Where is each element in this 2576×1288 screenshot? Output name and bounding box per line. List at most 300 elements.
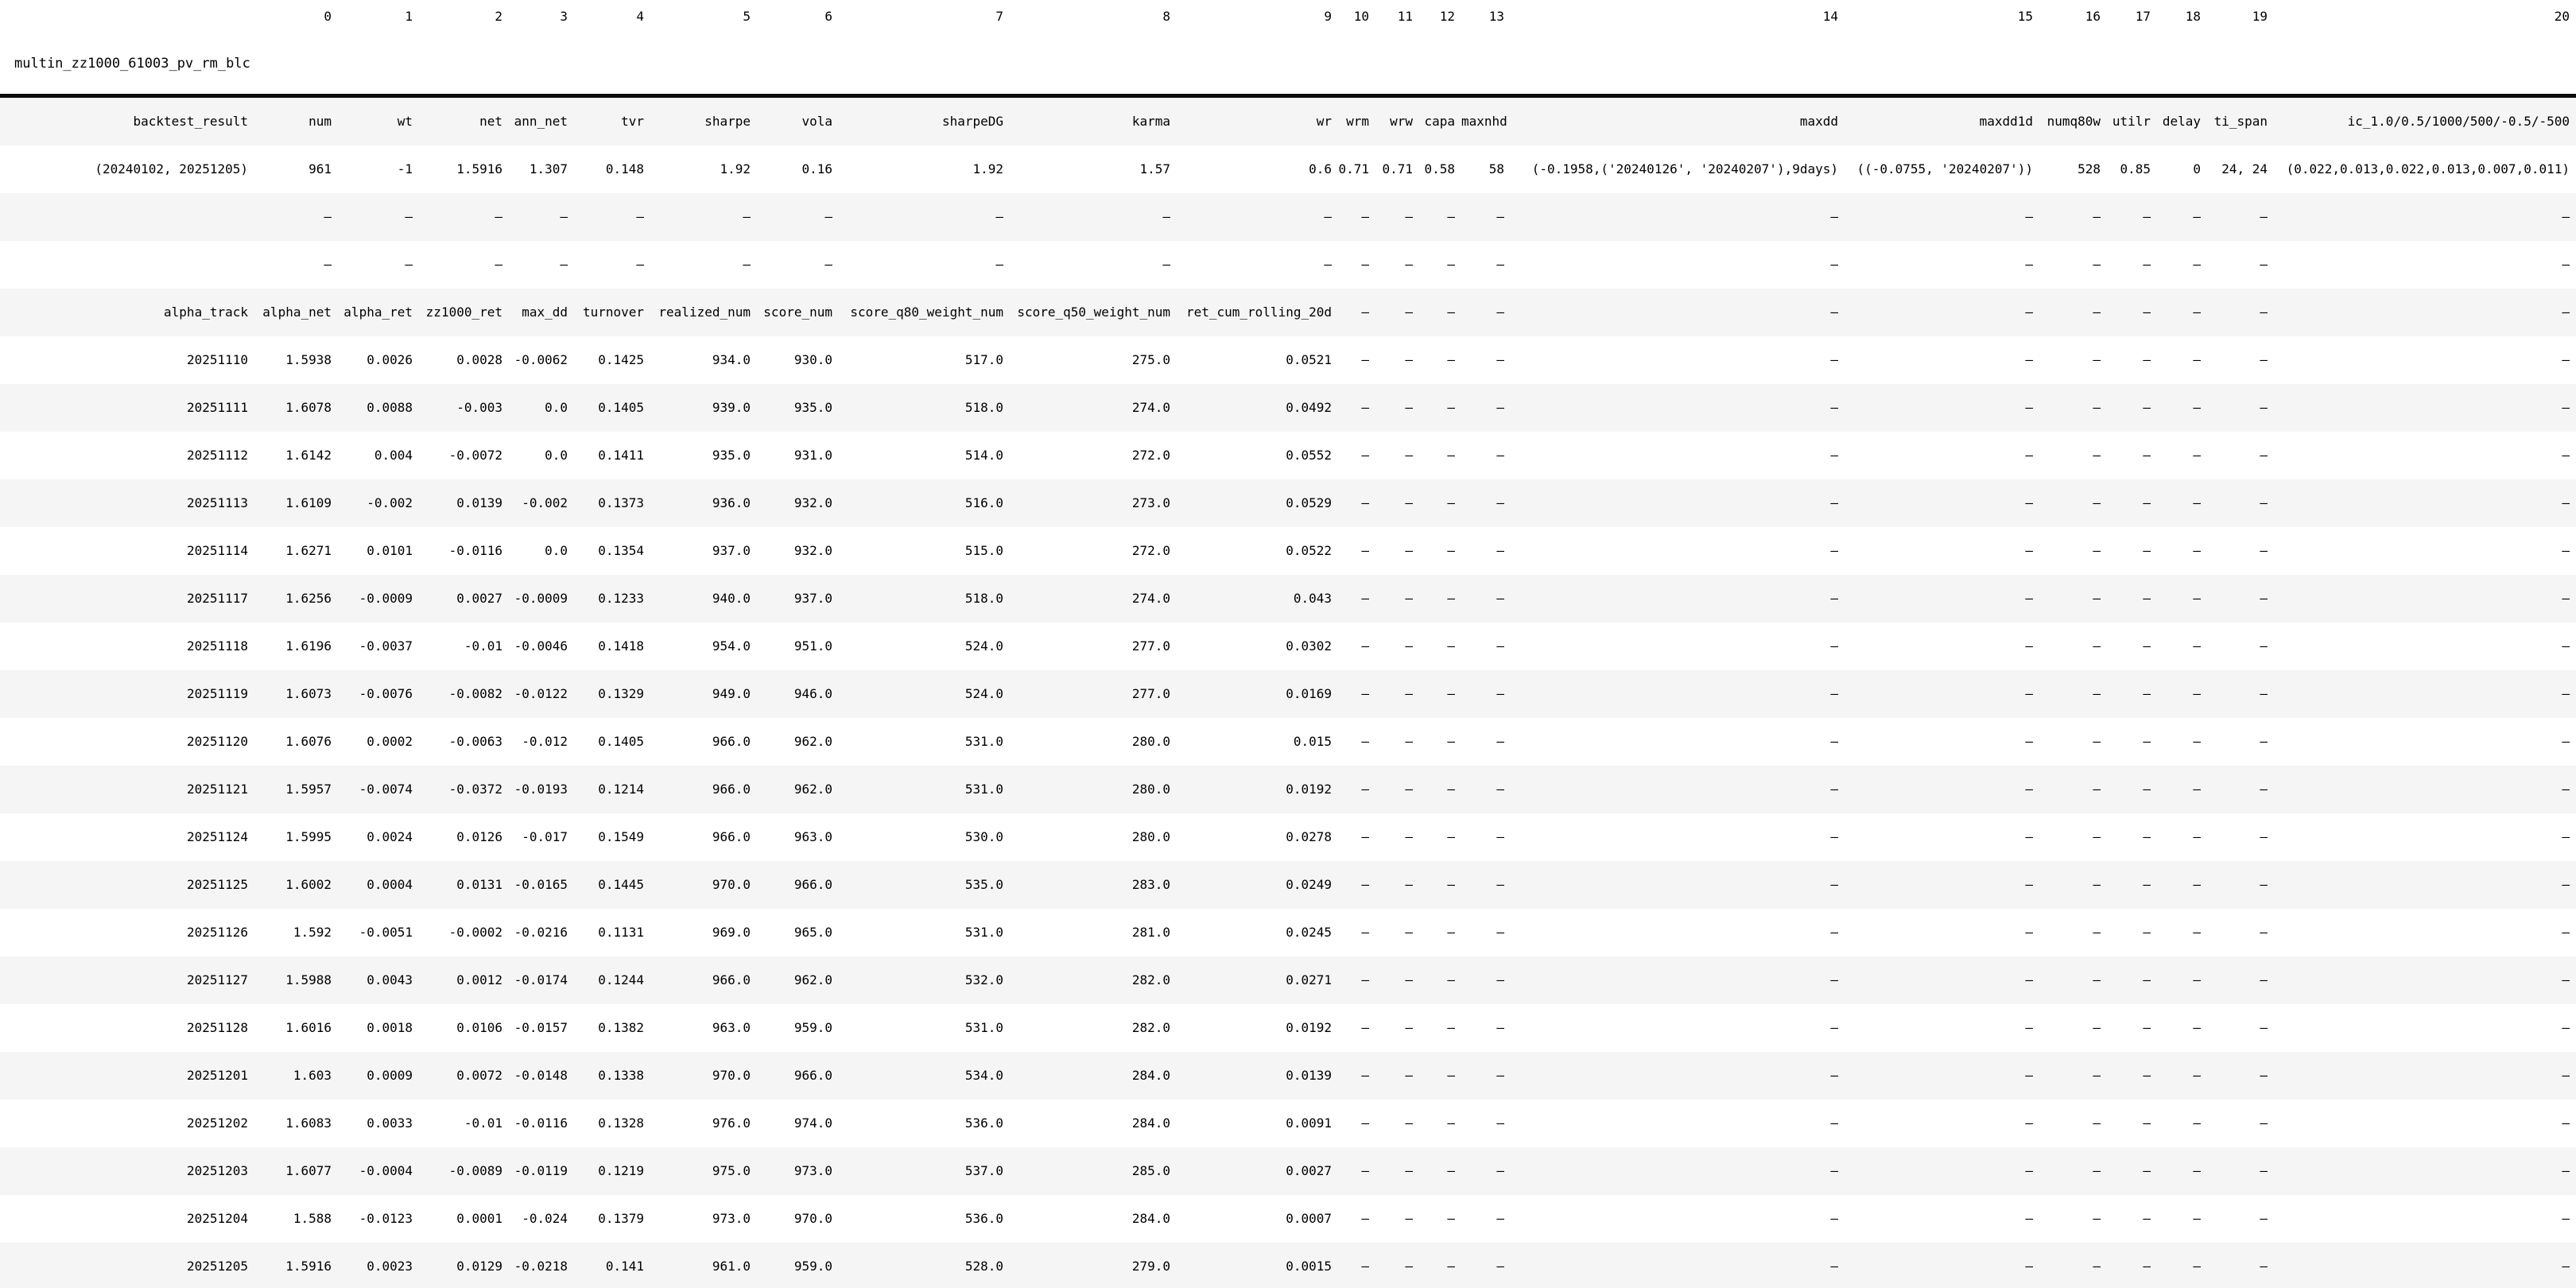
row-label: 20251126 — [186, 925, 248, 940]
cell: -0.0122 — [514, 686, 568, 701]
cell: — — [1496, 782, 1504, 797]
cell: — — [1405, 972, 1413, 987]
cell: -0.002 — [522, 495, 568, 510]
cell: numq80w — [2046, 114, 2101, 129]
cell: — — [1496, 400, 1504, 415]
cell: — — [2025, 1068, 2033, 1083]
cell: — — [2193, 400, 2201, 415]
cell: 1.592 — [293, 925, 332, 940]
cell: — — [495, 209, 502, 224]
cell: — — [2093, 305, 2101, 320]
cell: ann_net — [514, 114, 568, 129]
cell: — — [995, 257, 1003, 272]
cell: — — [1405, 495, 1413, 510]
cell: — — [2093, 1115, 2101, 1131]
cell: — — [2562, 1259, 2570, 1274]
cell: -0.0119 — [514, 1163, 568, 1178]
cell: — — [2025, 1211, 2033, 1226]
cell: — — [1830, 209, 1838, 224]
table-row — [0, 1100, 2576, 1147]
cell: 0.1425 — [598, 352, 644, 367]
row-label: 20251120 — [186, 734, 248, 749]
cell: — — [2025, 209, 2033, 224]
column-index: 18 — [2185, 9, 2201, 24]
cell: -0.0174 — [514, 972, 568, 987]
cell: 0.1233 — [598, 591, 644, 606]
cell: 1.5995 — [285, 829, 332, 844]
cell: — — [2562, 591, 2570, 606]
cell: 1.6078 — [285, 400, 332, 415]
cell: — — [2093, 400, 2101, 415]
cell: 284.0 — [1131, 1211, 1170, 1226]
cell: — — [1830, 1163, 1838, 1178]
table-row — [0, 766, 2576, 813]
cell: 0.0271 — [1286, 972, 1332, 987]
cell: — — [2193, 1068, 2201, 1083]
cell: — — [1496, 686, 1504, 701]
cell: 0.0 — [545, 400, 568, 415]
cell: wrw — [1390, 114, 1413, 129]
cell: 932.0 — [793, 543, 832, 558]
column-index: 10 — [1353, 9, 1369, 24]
cell: 1.5916 — [285, 1259, 332, 1274]
cell: 279.0 — [1131, 1259, 1170, 1274]
cell: — — [1162, 209, 1170, 224]
column-index: 9 — [1324, 9, 1332, 24]
cell: 531.0 — [964, 782, 1003, 797]
cell: — — [2260, 305, 2268, 320]
cell: -0.002 — [367, 495, 413, 510]
cell: alpha_ret — [343, 305, 413, 320]
cell: — — [2193, 448, 2201, 463]
cell: — — [2193, 686, 2201, 701]
cell: — — [2562, 1068, 2570, 1083]
row-label: 20251114 — [186, 543, 248, 558]
cell: 534.0 — [964, 1068, 1003, 1083]
cell: turnover — [582, 305, 644, 320]
cell: — — [2562, 257, 2570, 272]
table-row — [0, 1195, 2576, 1243]
cell: — — [1405, 1020, 1413, 1035]
cell: — — [1361, 543, 1369, 558]
cell: 531.0 — [964, 734, 1003, 749]
cell: -0.017 — [522, 829, 568, 844]
table-row — [0, 861, 2576, 909]
cell: 974.0 — [793, 1115, 832, 1131]
cell: 284.0 — [1131, 1115, 1170, 1131]
cell: — — [2143, 1259, 2151, 1274]
cell: — — [1447, 638, 1455, 654]
cell: -0.0218 — [514, 1259, 568, 1274]
cell: — — [1830, 543, 1838, 558]
cell: — — [2143, 543, 2151, 558]
cell: — — [2260, 1163, 2268, 1178]
cell: — — [1405, 209, 1413, 224]
cell: — — [1830, 591, 1838, 606]
cell: — — [2093, 972, 2101, 987]
cell: 0.0091 — [1286, 1115, 1332, 1131]
cell: — — [1447, 495, 1455, 510]
table-row — [0, 623, 2576, 670]
cell: 0.1354 — [598, 543, 644, 558]
cell: maxdd1d — [1979, 114, 2033, 129]
cell: -0.0157 — [514, 1020, 568, 1035]
cell: 518.0 — [964, 591, 1003, 606]
cell: 531.0 — [964, 925, 1003, 940]
cell: 516.0 — [964, 495, 1003, 510]
cell: — — [2143, 495, 2151, 510]
cell: zz1000_ret — [425, 305, 502, 320]
cell: — — [1496, 257, 1504, 272]
column-index: 3 — [560, 9, 568, 24]
cell: — — [1405, 352, 1413, 367]
cell: — — [1830, 925, 1838, 940]
table-row — [0, 1243, 2576, 1288]
cell: — — [1405, 1259, 1413, 1274]
cell: — — [2093, 1259, 2101, 1274]
page-title: multin_zz1000_61003_pv_rm_blc — [0, 33, 2576, 96]
cell: — — [1405, 925, 1413, 940]
cell: — — [1447, 1163, 1455, 1178]
cell: — — [1830, 495, 1838, 510]
cell: 0.148 — [605, 161, 644, 177]
cell: 966.0 — [793, 877, 832, 892]
column-index: 8 — [1162, 9, 1170, 24]
cell: 966.0 — [712, 734, 751, 749]
cell: — — [824, 209, 832, 224]
cell: 283.0 — [1131, 877, 1170, 892]
cell: — — [1361, 448, 1369, 463]
cell: — — [1361, 782, 1369, 797]
cell: — — [1447, 305, 1455, 320]
cell: 0.71 — [1382, 161, 1413, 177]
cell: 0.1405 — [598, 734, 644, 749]
title-row — [0, 33, 2576, 96]
cell: 0.1379 — [598, 1211, 644, 1226]
cell: — — [1405, 1211, 1413, 1226]
row-label: 20251118 — [186, 638, 248, 654]
cell: -0.0062 — [514, 352, 568, 367]
cell: 0.0043 — [367, 972, 413, 987]
cell: 281.0 — [1131, 925, 1170, 940]
cell: — — [1405, 305, 1413, 320]
cell: — — [2143, 352, 2151, 367]
cell: 58 — [1488, 161, 1504, 177]
cell: 937.0 — [793, 591, 832, 606]
table-row — [0, 813, 2576, 861]
cell: 0.0106 — [456, 1020, 502, 1035]
cell: 940.0 — [712, 591, 751, 606]
cell: 0.0249 — [1286, 877, 1332, 892]
cell: — — [2093, 686, 2101, 701]
cell: 531.0 — [964, 1020, 1003, 1035]
cell: — — [743, 257, 751, 272]
row-label: 20251127 — [186, 972, 248, 987]
cell: -0.0165 — [514, 877, 568, 892]
cell: -0.0123 — [359, 1211, 413, 1226]
cell: — — [2093, 829, 2101, 844]
cell: — — [2093, 352, 2101, 367]
cell: 280.0 — [1131, 782, 1170, 797]
cell: 1.92 — [720, 161, 751, 177]
cell: — — [2260, 495, 2268, 510]
cell: 0.0023 — [367, 1259, 413, 1274]
cell: — — [1361, 400, 1369, 415]
cell: — — [2193, 638, 2201, 654]
cell: — — [1405, 782, 1413, 797]
cell: capa — [1424, 114, 1455, 129]
cell: 959.0 — [793, 1259, 832, 1274]
cell: — — [2143, 1211, 2151, 1226]
cell: — — [995, 209, 1003, 224]
table-row — [0, 718, 2576, 766]
cell: -0.0089 — [448, 1163, 502, 1178]
cell: — — [1496, 972, 1504, 987]
cell: maxnhd — [1461, 114, 1507, 129]
cell: — — [2193, 1211, 2201, 1226]
cell: 966.0 — [712, 782, 751, 797]
cell: — — [1496, 209, 1504, 224]
column-index: 7 — [995, 9, 1003, 24]
cell: — — [1447, 1211, 1455, 1226]
cell: — — [2193, 782, 2201, 797]
cell: 535.0 — [964, 877, 1003, 892]
cell: — — [1447, 925, 1455, 940]
cell: ic_1.0/0.5/1000/500/-0.5/-500 — [2347, 114, 2570, 129]
cell: — — [2193, 257, 2201, 272]
cell: 0 — [2193, 161, 2201, 177]
cell: 961 — [308, 161, 332, 177]
cell: — — [1496, 734, 1504, 749]
cell: — — [2260, 1259, 2268, 1274]
cell: -0.01 — [464, 638, 502, 654]
cell: 0.0521 — [1286, 352, 1332, 367]
cell: 0.0129 — [456, 1259, 502, 1274]
cell: 1.307 — [529, 161, 568, 177]
row-label: 20251205 — [186, 1259, 248, 1274]
cell: — — [2093, 734, 2101, 749]
cell: max_dd — [522, 305, 568, 320]
cell: — — [1405, 1068, 1413, 1083]
cell: — — [2260, 925, 2268, 940]
cell: 0.0018 — [367, 1020, 413, 1035]
cell: 0.0026 — [367, 352, 413, 367]
table-row — [0, 336, 2576, 384]
cell: — — [2562, 1163, 2570, 1178]
cell: 973.0 — [793, 1163, 832, 1178]
cell: — — [824, 257, 832, 272]
cell: realized_num — [658, 305, 751, 320]
row-label: 20251119 — [186, 686, 248, 701]
row-label: 20251110 — [186, 352, 248, 367]
table-row — [0, 956, 2576, 1004]
cell: 524.0 — [964, 638, 1003, 654]
cell: 0.58 — [1424, 161, 1455, 177]
cell: — — [2143, 925, 2151, 940]
table-row — [0, 1147, 2576, 1195]
row-label: alpha_track — [164, 305, 248, 320]
cell: 949.0 — [712, 686, 751, 701]
cell: — — [2562, 305, 2570, 320]
cell: — — [1361, 829, 1369, 844]
cell: — — [2143, 877, 2151, 892]
cell: — — [1447, 972, 1455, 987]
cell: — — [324, 257, 332, 272]
cell: — — [1447, 686, 1455, 701]
cell: — — [2093, 591, 2101, 606]
cell: 935.0 — [712, 448, 751, 463]
cell: 936.0 — [712, 495, 751, 510]
cell: — — [1405, 257, 1413, 272]
cell: — — [2260, 448, 2268, 463]
cell: 0.1405 — [598, 400, 644, 415]
cell: 284.0 — [1131, 1068, 1170, 1083]
cell: 273.0 — [1131, 495, 1170, 510]
cell: — — [2562, 829, 2570, 844]
cell: 1.5988 — [285, 972, 332, 987]
cell: — — [2143, 1115, 2151, 1131]
cell: 962.0 — [793, 972, 832, 987]
cell: 0.0131 — [456, 877, 502, 892]
cell: — — [2143, 209, 2151, 224]
cell: — — [1361, 591, 1369, 606]
cell: — — [1447, 1020, 1455, 1035]
cell: — — [1447, 448, 1455, 463]
row-label — [0, 193, 254, 241]
cell: — — [2025, 782, 2033, 797]
cell: 0.0522 — [1286, 543, 1332, 558]
cell: — — [1496, 352, 1504, 367]
placeholder-row — [0, 193, 2576, 241]
cell: 274.0 — [1131, 591, 1170, 606]
cell: 973.0 — [712, 1211, 751, 1226]
cell: — — [1830, 305, 1838, 320]
cell: — — [2025, 925, 2033, 940]
cell: — — [2025, 352, 2033, 367]
row-label: 20251128 — [186, 1020, 248, 1035]
row-label: 20251113 — [186, 495, 248, 510]
cell: — — [2093, 448, 2101, 463]
cell: — — [2193, 1163, 2201, 1178]
cell: 1.6142 — [285, 448, 332, 463]
cell: 0.0024 — [367, 829, 413, 844]
cell: 0.0072 — [456, 1068, 502, 1083]
cell: 931.0 — [793, 448, 832, 463]
cell: — — [324, 209, 332, 224]
cell: — — [2193, 591, 2201, 606]
cell: 0.0001 — [456, 1211, 502, 1226]
cell: ((-0.0755, '20240207')) — [1856, 161, 2033, 177]
cell: 966.0 — [793, 1068, 832, 1083]
cell: 935.0 — [793, 400, 832, 415]
cell: 1.6016 — [285, 1020, 332, 1035]
cell: — — [1361, 734, 1369, 749]
cell: tvr — [621, 114, 644, 129]
cell: — — [2260, 877, 2268, 892]
cell: 937.0 — [712, 543, 751, 558]
cell: 0.1338 — [598, 1068, 644, 1083]
cell: — — [1405, 400, 1413, 415]
cell: 528.0 — [964, 1259, 1003, 1274]
cell: — — [2193, 543, 2201, 558]
cell: — — [2260, 972, 2268, 987]
cell: — — [1361, 257, 1369, 272]
cell: — — [2143, 782, 2151, 797]
cell: — — [1447, 209, 1455, 224]
cell: 1.6077 — [285, 1163, 332, 1178]
cell: 1.5957 — [285, 782, 332, 797]
cell: — — [1830, 686, 1838, 701]
cell: 963.0 — [793, 829, 832, 844]
cell: 0.0028 — [456, 352, 502, 367]
cell: — — [2143, 591, 2151, 606]
cell: score_q80_weight_num — [850, 305, 1003, 320]
cell: -0.0051 — [359, 925, 413, 940]
cell: -0.0037 — [359, 638, 413, 654]
cell: — — [2143, 1068, 2151, 1083]
cell: -0.0009 — [514, 591, 568, 606]
cell: -0.0216 — [514, 925, 568, 940]
cell: — — [1830, 352, 1838, 367]
row-label: 20251204 — [186, 1211, 248, 1226]
cell: — — [2260, 1115, 2268, 1131]
cell: — — [1324, 257, 1332, 272]
cell: 0.0126 — [456, 829, 502, 844]
cell: 530.0 — [964, 829, 1003, 844]
cell: — — [1405, 543, 1413, 558]
cell: 274.0 — [1131, 400, 1170, 415]
cell: 966.0 — [712, 972, 751, 987]
cell: 0.043 — [1293, 591, 1332, 606]
cell: — — [2562, 782, 2570, 797]
cell: — — [1361, 925, 1369, 940]
cell: — — [1405, 877, 1413, 892]
cell: 0.015 — [1293, 734, 1332, 749]
cell: — — [2025, 829, 2033, 844]
cell: — — [743, 209, 751, 224]
table-row — [0, 1004, 2576, 1052]
cell: 0.0009 — [367, 1068, 413, 1083]
cell: — — [1830, 829, 1838, 844]
cell: — — [1447, 1259, 1455, 1274]
cell: 0.71 — [1338, 161, 1369, 177]
cell: — — [2562, 495, 2570, 510]
cell: 1.57 — [1139, 161, 1170, 177]
cell: ti_span — [2213, 114, 2268, 129]
cell: 537.0 — [964, 1163, 1003, 1178]
cell: -1 — [397, 161, 413, 177]
cell: 970.0 — [793, 1211, 832, 1226]
cell: — — [2025, 1020, 2033, 1035]
cell: — — [2025, 448, 2033, 463]
cell: 932.0 — [793, 495, 832, 510]
cell: -0.0002 — [448, 925, 502, 940]
cell: — — [2260, 782, 2268, 797]
cell: — — [2562, 1115, 2570, 1131]
cell: — — [1496, 877, 1504, 892]
row-label: (20240102, 20251205) — [95, 161, 248, 177]
cell: — — [2193, 1020, 2201, 1035]
cell: 1.5938 — [285, 352, 332, 367]
cell: — — [2193, 305, 2201, 320]
cell: -0.0372 — [448, 782, 502, 797]
cell: — — [2260, 1020, 2268, 1035]
cell: -0.0072 — [448, 448, 502, 463]
cell: — — [2025, 1163, 2033, 1178]
cell: — — [405, 209, 413, 224]
row-label: 20251111 — [186, 400, 248, 415]
cell: 0.16 — [801, 161, 832, 177]
